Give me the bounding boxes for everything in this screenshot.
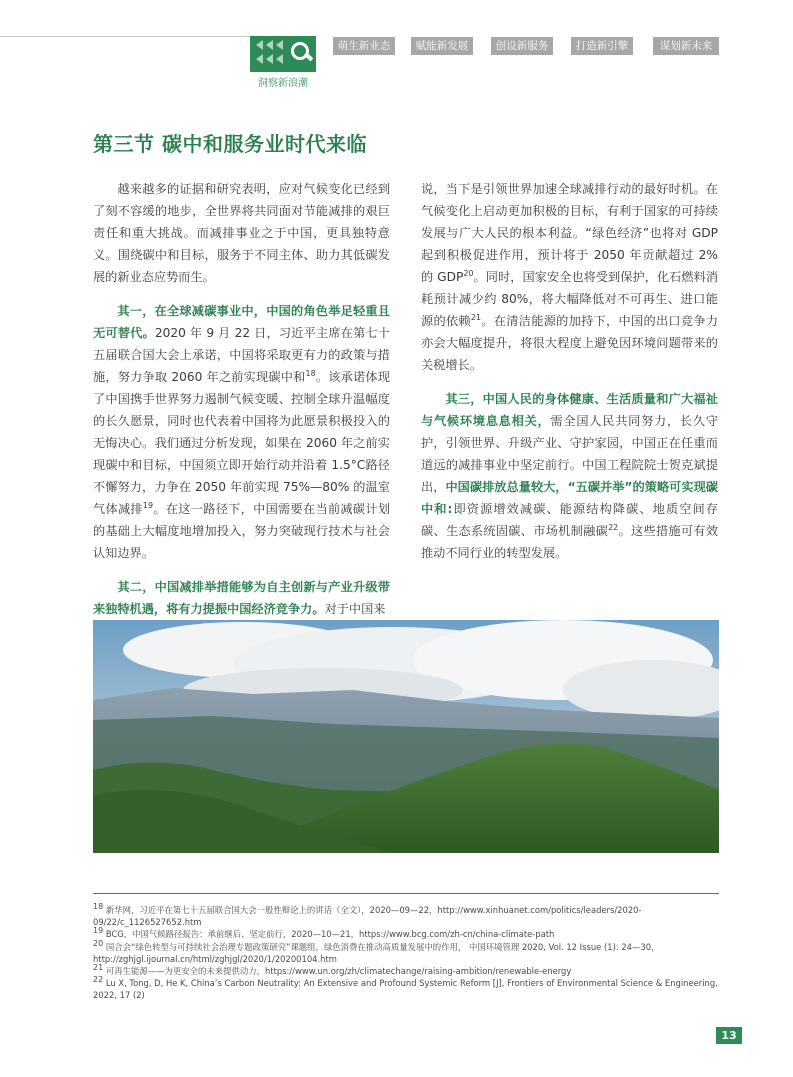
paragraph-text: 。在清洁能源的加持下，中国的出口竞争力亦会大幅度提升，将很大程度上避免因环境问题带来的关税增长。 (421, 314, 719, 372)
highlight-text: 其一，在全球减碳事业中，中国的角色举足轻重且无可替代。 (93, 304, 390, 340)
paragraph-text: 需全国人民共同努力，长久守护，引领世界、升级产业、守护家园，中国正在任重而道远的减排事业中坚定前行。中国工程院院士贺克斌提出， (421, 414, 719, 494)
footnote-divider (93, 893, 719, 894)
footnote (93, 928, 719, 940)
paragraph-text: 。在这一路径下，中国需要在当前减碳计划的基础上大幅度地增加投入，努力突破现行技术与社会认知边界。 (93, 502, 391, 560)
nav-item-2[interactable]: 赋能新发展 (411, 37, 473, 55)
footnote-ref[interactable]: 18 (305, 368, 316, 378)
paragraph (93, 178, 390, 288)
landscape-photo (93, 620, 719, 853)
page-title: 第三节 碳中和服务业时代来临 (93, 132, 367, 156)
paragraph-text: 。该承诺体现了中国携手世界努力遏制气候变暖、控制全球升温幅度的长久愿景，同时也代表着中国将为此愿景积极投入的无悔决心。我们通过分析发现，如果在 2060 年之前实现碳中和目标，中国须立即开始行动并沿着 1.5°C路径不懈努力，力争在 2050 年前实现 75%—80% 的温室气体减排 (93, 370, 390, 516)
section-label: 洞察新浪潮 (258, 78, 308, 89)
footnote-ref[interactable]: 21 (470, 312, 482, 322)
mountain-landscape-image (93, 620, 719, 853)
footnote-number: 22 (93, 975, 104, 985)
footnote (93, 904, 719, 928)
nav-item-5[interactable]: 谋划新未来 (653, 37, 719, 55)
paragraph (421, 388, 718, 564)
footnote-text[interactable]: BCG，中国气候路径报告：承前继后、坚定前行，2020—10—21，https://www.bcg.com/zh-cn/china-climate-path (105, 929, 555, 940)
footnote-number: 21 (93, 963, 104, 973)
section-logo (250, 36, 316, 72)
footnote (93, 938, 719, 965)
footnote (93, 965, 719, 977)
footnote-ref[interactable]: 19 (142, 500, 154, 510)
page-number: 13 (716, 1027, 742, 1044)
left-column (93, 178, 390, 632)
footnote-number: 18 (93, 902, 104, 912)
footnote-ref[interactable]: 20 (463, 268, 474, 278)
paragraph-text: 对于中国来 (324, 602, 386, 616)
highlight-text: 中国碳排放总量较大，“五碳并举”的策略可实现碳中和: (421, 480, 718, 516)
magnifier-icon (290, 41, 312, 65)
arrows-icon (256, 40, 292, 68)
paragraph (93, 300, 390, 564)
right-column (421, 178, 718, 576)
footnote-text[interactable]: 可再生能源——为更安全的未来提供动力，https://www.un.org/zh/climatechange/raising-ambition/renewable-energy (105, 966, 572, 977)
nav-item-4[interactable]: 打造新引擎 (571, 37, 633, 55)
footnote-ref[interactable]: 22 (608, 522, 619, 532)
footnote-text[interactable]: 国合会“绿色转型与可持续社会治理专题政策研究”课题组，绿色消费在推动高质量发展中的作用， 中国环境管理 2020, Vol. 12 Issue (1): 24—30，http://zghjgl.ijournal.cn/html/zghjgl/2020/1/20200104.htm (93, 941, 660, 964)
paragraph (93, 576, 390, 620)
footnote (93, 977, 719, 1001)
footnote-text: Lu X, Tong, D, He K, China’s Carbon Neutrality: An Extensive and Profound Systemic Reform [J], Frontiers of Environmental Science & Engineering, 2022, 17 (2) (93, 978, 718, 1001)
header-rule (0, 36, 250, 37)
footnote-number: 20 (93, 938, 104, 948)
paragraph-text: 2020 年 9 月 22 日，习近平主席在第七十五届联合国大会上承诺，中国将采取更有力的政策与措施，努力争取 2060 年之前实现碳中和 (93, 326, 390, 384)
paragraph-text: 说，当下是引领世界加速全球减排行动的最好时机。在气候变化上启动更加积极的目标，有利于国家的可持续发展与广大人民的根本利益。“绿色经济”也将对 GDP 起到积极促进作用，预计将于 2050 年贡献超过 2% 的 GDP (421, 182, 718, 284)
nav-item-1[interactable]: 萌生新业态 (333, 37, 395, 55)
paragraph-text: 越来越多的证据和研究表明，应对气候变化已经到了刻不容缓的地步，全世界将共同面对节能减排的艰巨责任和重大挑战。而减排事业之于中国，更具独特意义。围绕碳中和目标，服务于不同主体、助力其低碳发展的新业态应势而生。 (93, 182, 390, 284)
paragraph (421, 178, 718, 376)
footnote-text[interactable]: 新华网，习近平在第七十五届联合国大会一般性辩论上的讲话（全文），2020—09—22，http://www.xinhuanet.com/politics/leaders/2020-09/22/c_1126527652.htm (93, 905, 642, 928)
footnotes (93, 904, 719, 1002)
paragraph-text: 。这些措施可有效推动不同行业的转型发展。 (421, 524, 719, 560)
paragraph-text: 。同时，国家安全也将受到保护，化石燃料消耗预计减少约 80%，将大幅降低对不可再生、进口能源的依赖 (421, 270, 719, 328)
footnote-number: 19 (93, 926, 104, 936)
nav-item-3[interactable]: 创设新服务 (491, 37, 553, 55)
highlight-text: 其三，中国人民的身体健康、生活质量和广大福祉与气候环境息息相关， (421, 392, 718, 428)
highlight-text: 其二，中国减排举措能够为自主创新与产业升级带来独特机遇，将有力提振中国经济竞争力。 (93, 580, 390, 616)
paragraph-text: 即资源增效减碳、能源结构降碳、地质空间存碳、生态系统固碳、市场机制融碳 (421, 502, 719, 538)
